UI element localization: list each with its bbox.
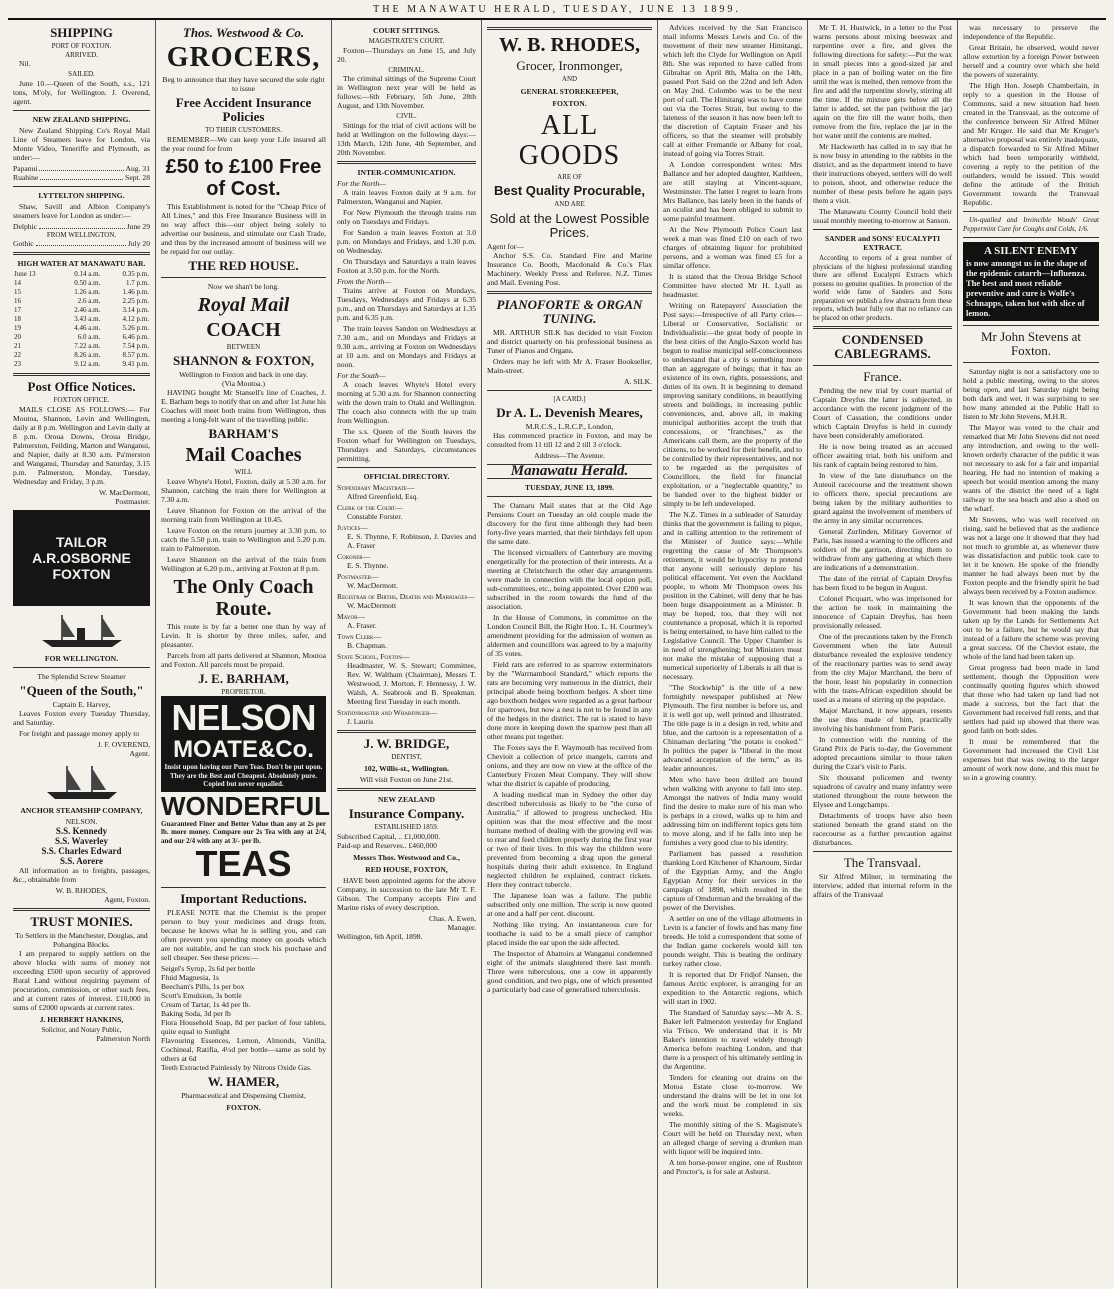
red-house-heading: THE RED HOUSE. [188, 257, 299, 273]
directory-name: W. MacDermott. [347, 580, 398, 590]
coach-time: Leave Foxton on the return journey at 3.30 p.m. to catch the 5.50 p.m. train to Wellington and 5.20 p.m. train to Palmerston. [161, 525, 326, 553]
editorial-paragraph: The Japanese loan was a failure. The public subscribed only one million. The scrip is now quoted at one and a half per cent. discount. [487, 891, 652, 918]
news-paragraph: "The Stockwhip" is the title of a new fortnightly newspaper published at New Plymouth. The first number is before us, and it is well got up, well printed and illustrated. The title page is in a design in red, white and blue, and the cartoon is a representation of a Chinaman declaring "the potato is cooked." In politics the paper is "liberal in the most advanced acceptation of the term," as its leader announces. [663, 683, 802, 773]
directory-name: W. MacDermott [347, 600, 397, 610]
for-wellington: FOR WELLINGTON. [44, 653, 119, 663]
south-item: The s.s. Queen of the South leaves the Foxton wharf for Wellington on Tuesdays, Thursdays and Saturdays, circumstances permitting. [337, 426, 476, 463]
north-item: For New Plymouth the through trains run only on Tuesdays and Fridays. [337, 207, 476, 226]
anchor-agent-title: Agent, Foxton. [104, 894, 150, 904]
france-paragraph: One of the precautions taken by the French Government when the late Auteuil disturbance revealed the explosive tendency of the reactionary parties was to send away from the city Major Marchand, the hero of the hour, least his popularity in connection with the trans-African expedition should be used as a means of stirring up the populace. [813, 632, 952, 704]
column-6 [808, 20, 958, 1288]
news-paragraph: Mr Hackworth has called in to say that he is now busy in attending to the rabbits in the district, and as the department intend to have their instructions obeyed, settlers will do well to poison, shoot, and otherwise reduce the number of these pests before he again pays them a visit. [813, 142, 952, 205]
news-paragraph: Great Britain, he observed, would never allow extortion by a foreign Power between herself and a country over which she held the powers of suzerainty. [963, 43, 1099, 79]
france-paragraph: Major Marchand, it now appears, resents the use thus made of him, practically involving his banishment from Paris. [813, 706, 952, 733]
anchor-ship: S.S. Waverley [54, 835, 109, 846]
france-paragraph: The date of the retrial of Captain Dreyfus has been fixed to be begun in August. [813, 574, 952, 592]
news-paragraph: The monthly sitting of the S. Magistrate's Court will be held on Thursday next, when an alleged charge of serving a drunken man with liquor will be inquired into. [663, 1120, 802, 1156]
sailed-text: June 10.—Queen of the South, s.s., 121 tons, M'oly, for Wellington. J. Overend, agent. [13, 78, 150, 106]
directory-role: Clerk of the Court— [337, 502, 403, 512]
teas-heading: TEAS [195, 843, 292, 884]
foxton-label: FOXTON. [552, 98, 587, 108]
news-paragraph: was necessary to preserve the independence of the Republic. [963, 23, 1099, 41]
news-paragraph: The N.Z. Times in a subleader of Saturday thinks that the government is failing to pique, and in calling attention to the retirement of the Minister of Justice says:—While regretting the cause of Mr Thompson's retirement, it would be hypocrisy to pretend that anyone will seriously deplore his political effacement. Yet even the Auckland people, to whom Mr Thompson owes his position in the Cabinet, will deny that he has been huge disappointment as a Minister. It may be hoped, too, that they will not countenance a proposal, which it is reported is being entertained, to have him called to the Legislative Council. The Upper Chamber is in need of strengthening; but Ministers must not make the mistake of supposing that a numerical superiority of Liberals is all that is necessary. [663, 510, 802, 681]
tide-cell: 7.22 a.m. [74, 342, 101, 350]
ship-row: Papanui Aug. 31 [13, 163, 150, 173]
only-coach-heading: The Only Coach Route. [173, 575, 314, 620]
tide-cell: June 13 [14, 270, 36, 278]
france-paragraph: General Zurlinden, Military Governor of Paris, has issued a warning to the officers and soldiers of the garrison, directing them to withdraw from any gathering at which there are indications of a demonstration. [813, 527, 952, 572]
france-paragraph: In connection with the running of the Grand Prix de Paris to-day, the Government adopted precautions similar to those taken during the Czar's visit to Paris. [813, 735, 952, 771]
proprietor-label: PROPRIETOR. [221, 687, 266, 696]
barham-name: J. E. BARHAM, [198, 670, 289, 686]
reserves: Paid-up and Reserves.. £460,000 [337, 840, 437, 850]
lowest-prices: Sold at the Lowest Possible Prices. [489, 210, 650, 240]
column-5 [658, 20, 808, 1288]
column-3 [332, 20, 482, 1288]
agencies-text: Anchor S.S. Co. Standard Fire and Marine Insurance Co. Booth, Macdonald & Co.'s Flax Machinery. Weekly Press and Referee. N.Z. Times and Mail. Evening Post. [487, 250, 652, 287]
bridge-title: DENTIST, [391, 752, 422, 761]
woods-verse: Un-qualled and Invincible Woods' Great Peppermint Cure for Coughs and Colds, 1/6. [963, 216, 1099, 233]
news-paragraph: Parliament has passed a resolution thanking Lord Kitchener of Khartoum, Sirdar of the Egyptian Army, and the Anglo Egyptian Army for their services in the campaign of 1898, which resulted in the capture of Omdurman and the breaking of the power of the Dervishes. [663, 849, 802, 912]
tide-cell: 16 [14, 297, 21, 305]
captain: Captain E. Harvey, [52, 699, 111, 709]
anchor-title: ANCHOR STEAMSHIP COMPANY, [20, 805, 143, 815]
stevens-paragraph: The Mayor was voted to the chair and remarked that Mr John Stevens did not need any introduction, and owing to the well-known orderly character of the public it was not necessary to ask for a fair and impartial hearing. He had no intention of making a speech but would mention among the many wants of the district the need of a light railway to the sea beach and also a shed on the wharf. [963, 423, 1099, 513]
columns [8, 20, 1106, 1288]
leaves-text: Leaves Foxton every Tuesday Thursday, and Saturday. [13, 708, 150, 727]
ship-row: Delphic June 29 [13, 221, 150, 231]
trust-text: I am prepared to supply settlers on the above blocks with sums of money not exceeding £500 upon security of approved Rural Land without requiring payment of procuration, commission, or other such fees, and at current rates of interest. £10,000 in sums of £2000 upwards at current rates. [13, 948, 150, 1012]
tide-row [13, 297, 150, 306]
ship-icon [37, 610, 127, 650]
tide-cell: 1.7 p.m. [126, 279, 149, 287]
coach-heading: COACH [206, 318, 281, 341]
stevens-paragraph: It must be remembered that the Government had increased the Civil List expenses but that was owing to the larger amount of work now done, and this must be so in a growing country. [963, 737, 1099, 782]
news-paragraph: The Manawatu County Council hold their usual monthly meeting to-morrow at Sanson. [813, 207, 952, 225]
lyttelton-title: LYTTELTON SHIPPING. [38, 190, 125, 200]
bridge-name: J. W. BRIDGE, [363, 735, 450, 751]
sanders-title: SANDER and SONS' EUCALYPTI EXTRACT. [824, 234, 941, 252]
tide-cell: 23 [14, 360, 21, 368]
court-title: COURT SITTINGS. [373, 26, 440, 35]
directory-name: J. Lauris [347, 716, 374, 726]
route-text: This route is by far a better one than by way of Levin. It is shorter by three miles, safer, and pleasanter. [161, 621, 326, 649]
tide-cell: 9.41 p.m. [122, 360, 149, 368]
arrived-label: ARRIVED. [65, 50, 98, 59]
tide-cell: 17 [14, 306, 21, 314]
price-item: Scott's Emulsion, 3s bottle [161, 991, 242, 1000]
from-north-item: The train leaves Sandon on Wednesdays at 7.30 a.m., and on Mondays and Fridays at 9.30 a.m., arriving at Foxton on Wednesdays at 10 a.m. and on Mondays and Fridays at noon. [337, 323, 476, 369]
directory-role: Stationmaster and Wharfinger— [337, 707, 438, 717]
directory-name: E. S. Thynne. [347, 560, 389, 570]
meares-address: Address—The Avenue. [534, 451, 605, 460]
news-paragraph: Advices received by the San Francisco mail informs Messrs Lewis and Co. of the movement of their new steamer Himitangi, which left the Clyde for Wellington on April 8th. She was reported to have called from Gibraltar on April 8th, Malta on the 14th, passed Port Said on the 22nd and left Aden on May 2nd. Colombo was to be the next port of call. The Himitangi was to have come out via the Torres Strait, but owing to the lateness of the season it has now been left to the discretion of Captain Fraser and his officers, so that the steamer will probably call at either Fremantle or Albany for coal, instead of going via Torres Strait. [663, 23, 802, 158]
are-of-label: ARE OF [557, 172, 582, 181]
nelson-value: Guaranteed Finer and Better Value than any at 2s per lb. more money. Compare our 2s Tea with any at 2/4, and our 2/4 with any at 3/- per lb. [161, 819, 326, 845]
anchor-ship: S.S. Charles Edward [41, 845, 122, 856]
price-item: Seigel's Syrup, 2s 6d per bottle [161, 964, 256, 973]
meares-quals: M.R.C.S., L.R.C.P., London, [525, 422, 614, 431]
tailor-line: TAILOR [55, 533, 108, 550]
issue-date: TUESDAY, JUNE 13, 1899. [525, 483, 614, 492]
coach-time: Leave Whyte's Hotel, Foxton, daily at 5.30 a.m. for Shannon, catching the train there for Wellington at 7.30 a.m. [161, 476, 326, 504]
all-goods-heading: ALL GOODS [518, 109, 621, 171]
piano-title: PIANOFORTE & ORGAN TUNING. [496, 296, 643, 326]
tide-cell: 8.57 p.m. [122, 351, 149, 359]
price-item: Flora Household Soap, 8d per packet of four tablets, quite equal to Sunlight [161, 1018, 326, 1036]
tide-cell: 1.26 a.m. [74, 288, 101, 296]
news-paragraph: It is reported that Dr Fridjof Nansen, the famous Arctic explorer, is arranging for an expedition to the Antarctic regions, which will start in 1902. [663, 970, 802, 1006]
north-item: A train leaves Foxton daily at 9 a.m. for Palmerston, Wanganui and Napier. [337, 187, 476, 206]
route-time: Wellington to Foxton and back in one day. [179, 370, 308, 379]
directory-role: Mayor— [337, 611, 366, 621]
barhams-label: BARHAM'S [208, 426, 279, 441]
shipping-title: SHIPPING [50, 25, 113, 40]
amount-heading: £50 to £100 Free of Cost. [165, 155, 322, 200]
news-paragraph: Tenders for cleaning out drains on the Motoa Estate close to-morrow. We understand the drains will be let in one lot and the work must be completed in six weeks. [663, 1073, 802, 1118]
editorial-paragraph: Field rats are referred to as sparrow exterminators by the "Warrnambool Standard," which reports the rats are becoming very numerous in the district, their principal abode being boxthorn hedges. A short time ago boxthorn hedges were regarded as a great harbour for sparrows, but now a nest is not to be found in any of the hedges in the district. The rat is stated to have done more in keeping down the sparrow pest than all other means put together. [487, 660, 652, 741]
tide-cell: 21 [14, 342, 21, 350]
stevens-heading: Mr John Stevens at Foxton. [980, 329, 1082, 358]
to-customers: TO THEIR CUSTOMERS. [205, 126, 282, 134]
trust-title: TRUST MONIES. [30, 913, 133, 929]
directory-title: OFFICIAL DIRECTORY. [363, 471, 450, 481]
postmaster-title: Postmaster. [115, 496, 150, 506]
from-wellington-label: FROM WELLINGTON. [46, 230, 117, 239]
editorial-paragraph: A leading medical man in Sydney the other day described tuberculosis as likely to be "the curse of Australia," if allowed to progress unchecked. His opinion was that the most effective and the most humane method of dealing with the growing evil was to rear and feed children properly during the first year or two of their lives. In this way the children were prevented from becoming a drag upon the general hospitals during their adult existence. In England neglected children he explained, contract rickets. Here they contract tubercle. [487, 790, 652, 889]
moate-heading: MOATE&Co. [173, 736, 314, 763]
tide-row [13, 288, 150, 297]
tailor-line: A.R.OSBORNE [32, 549, 131, 566]
remember-text: REMEMBER—We can keep your Life insured all the year round for from [161, 134, 326, 153]
france-paragraph: Detachments of troops have also been stationed beneath the grand stand on the racecourse as a further precaution against disturbances. [813, 811, 952, 847]
tide-row [13, 306, 150, 315]
south-item: A coach leaves Whyte's Hotel every morning at 5.30 a.m. for Shannon connecting with the down train to Otaki and Wellington. The coach also connects with the up train from Wellington. [337, 379, 476, 425]
silent-enemy-heading: A SILENT ENEMY [984, 245, 1078, 257]
tide-row [13, 342, 150, 351]
directory-name: Headmaster, W. S. Stewart; Committee, Rev. W. Waltham (Chairman), Messrs T. Westwood, J. Morton, F. Hennessy, J. W. Walsh, A. Seabrook and B. Speakman. Meeting first Tuesday in each month. [347, 660, 476, 706]
agency-text: HAVE been appointed agents for the above Company, in succession to the late Mr T. F. Gibson. The Company accepts Fire and Marine risks of every description. [337, 875, 476, 912]
royal-mail: Royal Mail [197, 293, 290, 316]
ship-row: Gothic July 20 [13, 239, 150, 248]
tide-cell: 4.46 a.m. [74, 324, 101, 332]
transvaal-text: Sir Alfred Milner, in terminating the interview, added that internal reform in the affairs of the Transvaal [813, 872, 952, 899]
tide-cell: 7.54 p.m. [122, 342, 149, 350]
tide-cell: 1.46 p.m. [122, 288, 149, 296]
condensed-title: CONDENSED CABLEGRAMS. [834, 332, 931, 361]
news-paragraph: The High Hon. Joseph Chamberlain, in reply to a question in the House of Commons, said a new situation had been created in the Transvaal, as the outcome of the conference between Sir Alfred Milner and Mr Kruger. He said that Mr Kruger's alternative proposal was entirely inadequate, a dispatch forwarded to Sir Alfred Milner which had been temporarily withheld, covering a reply to the petition of the outlanders, would be issued. This would define the attitude of the British Government towards the Transvaal Republic. [963, 81, 1099, 207]
meares-name: Dr A. L. Devenish Meares, [496, 405, 643, 420]
nelson-insist: Insist upon having our Pure Teas. Don't be put upon. They are the Best and Cheapest. Absolutely pure. Copied but never equalled. [164, 763, 323, 788]
column-2 [156, 20, 332, 1288]
nelson-heading: NELSON [171, 697, 316, 738]
coach-time: Leave Shannon on the arrival of the train from Wellington at 6.20 p.m., arriving at Foxton at 8 p.m. [161, 554, 326, 573]
trust-sub: To Settlers in the Manchester, Douglas, and Pohangina Blocks. [15, 930, 148, 949]
north-item: For Sandon a train leaves Foxton at 3.0 p.m. on Mondays and Fridays, and 1.30 p.m. on Wednesday. [337, 227, 476, 255]
france-paragraph: Six thousand policemen and twenty squadrons of cavalry and many infantry were stationed throughout the route between the Elysee and Longchamps. [813, 773, 952, 809]
between-label: BETWEEN [226, 342, 261, 351]
court-text: Foxton—Thursdays on June 15, and July 20. [337, 45, 476, 64]
civil-text: Sittings for the trial of civil actions will be held at Wellington on the following days:—13th March, 12th June, 4th September, and 20th November. [337, 120, 476, 157]
tide-row [13, 351, 150, 360]
wonderful-heading: WONDERFUL [161, 790, 330, 821]
postmaster-name: W. MacDermott, [99, 487, 150, 497]
port-label: PORT OF FOXTON. [51, 42, 112, 50]
tide-cell: 3.14 p.m. [122, 306, 149, 314]
criminal-label: CRIMINAL. [388, 65, 425, 74]
directory-role: State School, Foxton— [337, 651, 410, 661]
france-paragraph: In view of the late disturbance on the Auteuil racecourse and the treatment shown to officers there, special precautions are being taken by the military authorities to guard against the involvement of members of the army in any similar occurrences. [813, 471, 952, 525]
south-title: For the South— [337, 370, 386, 380]
directory-role: Town Clerk— [337, 631, 382, 641]
news-paragraph: Writing on Ratepayers' Association the Post says:—Irrespective of all Party cries—Liberal or Conservative, Socialistic or Individualistic—the great body of people in the best cities of the Anglo-Saxon world has begun to realise municipal self-consciousness to understand that a city is something more than an aggregate of beings; that it has an existence of its own, rights, possessions, and duties of its own. It is beginning to demand improving sanitary conditions, in beautifying streets and buildings, in increasing public conveniences, and, above all, in making municipal authorities accept the truth that concessions, or "franchises," as the Americans call them, are the property of the citizens, to be worked for their benefit, and to be controlled by their representatives, and not to be regarded as the perquisites of Councillors, the field for financial exploitation, or a "neglectable quantity," to be handed over to the highest bidder or simply to be left undeveloped. [663, 301, 802, 508]
sanders-text: According to reports of a great number of physicians of the highest professional standing there are offered Eucalypti Extracts which possess no genuine qualities. In protection of the world wide fame of Sanders and Sons preparation we publish a few abstracts from these reports, which bear fully out that no reliance can be placed on other products. [813, 254, 952, 322]
tide-cell: 6.46 p.m. [122, 333, 149, 341]
inter-title: INTER-COMMUNICATION. [357, 167, 456, 177]
ship-icon [37, 762, 127, 802]
anchor-ship: S.S. Kennedy [55, 825, 108, 836]
tide-row [13, 315, 150, 324]
storekeeper: GENERAL STOREKEEPER, [520, 86, 619, 96]
masthead: THE MANAWATU HERALD, TUESDAY, JUNE 13 1899. [8, 4, 1106, 20]
tide-cell: 18 [14, 315, 21, 323]
coach-will: WILL [234, 468, 253, 476]
agent-title: Agent. [129, 748, 150, 758]
from-north-title: From the North— [337, 276, 392, 286]
transvaal-heading: The Transvaal. [843, 855, 922, 870]
hankins-title: Solicitor, and Notary Public, [41, 1025, 122, 1034]
tide-cell: 2.6 a.m. [77, 297, 101, 305]
scheme-text: This Establishment is noted for the "Cheap Price of All Lines," and this Free Insurance Business will in no way affect this—our object being solely to advertise our business, and stimulate our Cash Trade, and thus by the increased amount of business will we be repaid for our outlay. [161, 201, 326, 256]
reductions-text: PLEASE NOTE that the Chemist is the proper person to buy your medicines and drugs from, because he knows what he is selling you, and can often prevent you spending money on goods which are not suitable, and he can stock his purchase and sell cheaper. See these prices:— [161, 908, 326, 962]
tide-cell: 0.35 p.m. [122, 270, 149, 278]
barham-text: HAVING bought Mr Stansell's line of Coaches, J. E. Barham begs to notify that on and after 1st June his Coaches will meet both trains from Wellington, thus meeting a long-felt want of the travelling public. [161, 388, 326, 424]
tide-cell: 14 [14, 279, 21, 287]
directory-name: Alfred Greenfield, Esq. [347, 491, 419, 501]
ewen-date: Wellington, 6th April, 1898. [337, 931, 423, 941]
anchor-agent: W. B. RHODES, [55, 885, 108, 895]
tide-cell: 8.26 a.m. [74, 351, 101, 359]
stevens-paragraph: Saturday night is not a satisfactory one to hold a public meeting, owing to the stores being open, and last Saturday night being both dark and wet, it was surprising to see how many attended at the Public Hall to listen to Mr John Stevens, M.H.R. [963, 367, 1099, 421]
tide-cell: 2.46 a.m. [74, 306, 101, 314]
tide-cell: 9.12 a.m. [74, 360, 101, 368]
lyttelton-text: Shaw, Savill and Albion Company's steamers leave for London as under:— [13, 201, 150, 220]
grocers-heading: GROCERS, [166, 42, 321, 73]
news-paragraph: A ten horse-power engine, one of Rushton and Proctor's, is for sale at Ashurst. [663, 1158, 802, 1176]
tide-cell: 15 [14, 288, 21, 296]
best-quality: Best Quality Procurable, [494, 183, 645, 198]
tide-table [13, 270, 150, 369]
price-item: Flavouring Essences, Lemon, Almonds, Vanilla, Cochineal, Ratifia, 4½d per bottle—same as sold by others at 6d [161, 1036, 326, 1063]
parcels-text: Parcels from all parts delivered at Shannon, Moutoa and Foxton. All parcels must be prepaid. [161, 650, 326, 669]
hamer-place: FOXTON. [226, 1103, 261, 1112]
established: ESTABLISHED 1859. [374, 823, 439, 831]
nz-shipping-title: NEW ZEALAND SHIPPING. [32, 114, 131, 124]
hamer-title: Pharmaceutical and Dispensing Chemist, [181, 1091, 306, 1100]
capital: Subscribed Capital, .. £1,000,000. [337, 831, 441, 841]
hankins-name: J. HERBERT HANKINS, [39, 1014, 124, 1024]
tide-row [13, 270, 150, 279]
route-heading: SHANNON & FOXTON, [173, 353, 314, 368]
messrs-westwood: Messrs Thos. Westwood and Co., [353, 852, 460, 862]
bridge-address: 102, Willis-st., Wellington. [364, 764, 449, 773]
from-north-item: Trains arrive at Foxton on Mondays, Tuesdays, Wednesdays and Fridays at 6.35 p.m., and on Thursdays and Saturdays at 1.35 p.m. and 6.35 p.m. [337, 285, 476, 322]
price-item: Beecham's Pills, 1s per box [161, 982, 245, 991]
important-heading: Important Reductions. [180, 891, 307, 906]
news-paragraph: A London correspondent writes: Mrs Ballance and her adopted daughter, Kathleen, are still staying at Vincent-square, Westminster. The latter I regret to learn from Mrs Ballance, has lately been in the hands of an oculist and has been obliged to submit to some painful treatment. [663, 160, 802, 223]
policies-heading: Free Accident Insurance Policies [175, 95, 312, 124]
directory-role: Stipendiary Magistrate— [337, 482, 415, 492]
civil-label: CIVIL. [396, 112, 417, 120]
column-1 [8, 20, 156, 1288]
tide-cell: 2.25 p.m. [122, 297, 149, 305]
directory-name: E. S. Thynne, F. Robinson, J. Davies and A. Fraser [347, 531, 476, 550]
tailor-line: FOXTON [52, 565, 111, 582]
post-title: Post Office Notices. [27, 379, 136, 394]
directory-role: Justices— [337, 522, 368, 532]
tailor-ad [13, 510, 150, 606]
silent-enemy-ad [963, 242, 1099, 321]
directory-role: Coroner— [337, 551, 371, 561]
coach-time: Leave Shannon for Foxton on the arrival of the morning train from Wellington at 10.45. [161, 505, 326, 524]
hamer-name: W. HAMER, [207, 1074, 280, 1089]
editorial-paragraph: The Foxes says the F. Waymouth has received from Chevioit a collection of price mangels, carrots and onions, and they are now on view at the office of the Canterbury Frozen Meat Company. They will show what the district is capable of producing. [487, 743, 652, 788]
editorial-paragraph: Nothing like trying. An instantaneous cure for toothache is said to be a small piece of camphor placed inside the ear upon the side affected. [487, 920, 652, 947]
steamer-intro: The Splendid Screw Steamer [37, 671, 126, 681]
ewen-name: Chas. A. Ewen, [428, 913, 476, 923]
magistrate-label: MAGISTRATE'S COURT. [368, 37, 445, 45]
directory-role: Postmaster— [337, 571, 379, 581]
insurance-title: Insurance Company. [348, 806, 465, 821]
france-paragraph: He is now being treated as an accused officer awaiting trial, both his uniform and his rank of captain being restored to him. [813, 442, 952, 469]
westwood-firm: Thos. Westwood & Co. [182, 25, 305, 40]
news-paragraph: A settler on one of the village allotments in Levin is a fancier of fowls and has many fine breeds. He told a correspondent that some of the Indian game cockerels would kill ten pounds weight. This is beating the ordinary turkey rather close. [663, 914, 802, 968]
tide-cell: 22 [14, 351, 21, 359]
news-paragraph: At the New Plymouth Police Court last week a man was fined £10 on each of two charges of obtaining liquor for prohibited persons, and a woman was fined £5 for a similar offence. [663, 225, 802, 270]
directory-list [337, 483, 476, 726]
france-heading: France. [863, 369, 902, 384]
hankins-place: Palmerston North [96, 1034, 150, 1043]
silent-enemy-text: is now amongst us in the shape of the epidemic catarrh—Influenza. The best and most reliable preventive and cure is Wolfe's Schnapps, taken hot with slice of lemon. [966, 258, 1087, 318]
tide-cell: 5.26 p.m. [122, 324, 149, 332]
news-paragraph: Mr T. H. Hustwick, in a letter to the Post warns persons about mixing beeswax and turpentine over a fire, and gives the following directions for safety:—Put the wax in small pieces into a good-sized jar and place in a pan of boiling water on the fire until the wax is melted, then remove from the fire and add the turpentine slowly, stirring all the time. If the mixture gets below all the latter is added, set the pan (without the jar) again on the fire till the water boils, then remove from the fire, replace the jar in the hot water until the contents are melted. [813, 23, 952, 140]
tide-cell: 19 [14, 324, 21, 332]
north-title: For the North— [337, 178, 386, 188]
stevens-paragraph: It was known that the opponents of the Government had been making the lands taken up by the Lands for Settlements Act out to be a failure, but he would say that instead of a failure the scheme was proving a great success. Of the Cheviot estate, the whole of the land had been taken up. [963, 598, 1099, 661]
stevens-paragraph: Great progress had been made in land settlement, though the Opposition were continually quoting figures which showed that those who had taken up land had not made a success, but the fact that the Government had received full rents, and that settlers had paid up showed that there was good faith on both sides. [963, 663, 1099, 735]
red-house-foxton: RED HOUSE, FOXTON, [365, 864, 448, 874]
price-item: Cream of Tartar, 1s 4d per lb. [161, 1000, 251, 1009]
sailed-label: SAILED. [68, 70, 95, 78]
column-7 [958, 20, 1104, 1288]
tide-title: HIGH WATER AT MANAWATU BAR. [17, 259, 146, 268]
agent-name: J. F. OVEREND, [97, 739, 150, 749]
mails-text: MAILS CLOSE AS FOLLOWS:— For Moutoa, Shannon, Levin and Wellington, daily at 8 p.m. Wellington and Levin daily at 8 p.m. Oroua Downs, Oroua Bridge, Palmerston, Feilding, Marton and Wanganui, and Napier, daily at 8.30 a.m. Pa'merston and Wanganui, Thursday and Saturday, 3.15 p.m. Palmerston, Monday, Tuesday, Wednesday and Friday, 3 p.m. [13, 404, 150, 486]
via-text: (Via Moutoa.) [222, 379, 265, 388]
anchor-ship: S.S. Aorere [60, 855, 103, 866]
announce-text: Beg to announce that they have secured the sole right to issue [162, 75, 325, 93]
and-label: AND [561, 75, 578, 83]
now-long: Now we shan't be long. [207, 281, 280, 291]
editorial-paragraph: In the House of Commons, in committee on the London Council Bill, the Right Hon. L. H. Courtney's amendment providing for the admission of women as aldermen and councillors was agreed to by a majority of 35 votes. [487, 613, 652, 658]
tide-cell: 6.0 a.m. [77, 333, 101, 341]
tide-cell: 20 [14, 333, 21, 341]
news-paragraph: Men who have been drilled are bound when walking with anyone to fall into step. Amongst the natives of India many would find the desire to make sure of his man who is perhaps in a crowd, walks up to him and addressing him on indifferent topics gets him to move along, and if he falls into step he furnishes a very good clue to his identity. [663, 775, 802, 847]
post-office: FOXTON OFFICE. [53, 396, 110, 404]
bridge-visit: Will visit Foxton on June 21st. [359, 775, 454, 784]
anchor-text: All information as to freights, passages, &c., obtainable from [13, 865, 150, 884]
tide-cell: 4.12 p.m. [122, 315, 149, 323]
and-are-label: AND ARE [554, 200, 585, 208]
price-item: Fluid Magnesia, 1s [161, 973, 220, 982]
directory-name: B. Chapman. [347, 640, 387, 650]
column-4 [482, 20, 658, 1288]
news-paragraph: The Standard of Saturday says:—Mr A. S. Baker left Palmerston yesterday for England via 'Frisco. We understand that it is Mr Baker's intention to travel widely through America before reaching London, and that there is a prospect of his ultimately settling in the Argentine. [663, 1008, 802, 1071]
editorial-paragraph: The Inspector of Abattoirs at Wanganui condemned eight of the animals slaughtered there last month. Three were tuberculous, one a cow in apparently good condition, and two pigs, one of which presented a particularly bad case of generalised tuberculosis. [487, 949, 652, 994]
ship-row: Ruahine Sept. 28 [13, 172, 150, 182]
tide-row [13, 360, 150, 369]
tide-row [13, 324, 150, 333]
north-item: On Thursdays and Saturdays a train leaves Foxton at 3.50 p.m. for the North. [337, 256, 476, 275]
rhodes-heading: W. B. RHODES, [499, 34, 640, 56]
mail-coaches-heading: Mail Coaches [185, 444, 302, 466]
directory-name: Constable Forster. [347, 511, 403, 521]
ewen-title: Manager. [447, 922, 476, 932]
france-paragraph: Colonel Picquart, who was imprisoned for the action he took in maintaining the innocence of Captain Dreyfus, has been provisionally released. [813, 594, 952, 630]
nelson-moate-ad [161, 696, 326, 792]
stevens-paragraph: Mr Stevens, who was well received on rising, said he believed that as the audience was not a large one it showed that they had not much to grumble at, as whenever there was dissatisfaction and public took care to let it be known. He spoke of the friendly manner he had always been met by the Foxton people and the friendly spirit he had always been received by a Foxton audience. [963, 515, 1099, 596]
rhodes-trade: Grocer, Ironmonger, [516, 58, 623, 73]
tide-cell: 0.50 a.m. [74, 279, 101, 287]
paper-title: Manawatu Herald. [487, 464, 652, 479]
agent-for: Agent for— [487, 241, 524, 251]
directory-role: Registrar of Births, Deaths and Marriages— [337, 591, 475, 601]
arrived-text: Nil. [19, 59, 31, 68]
tide-row [13, 333, 150, 342]
editorial-paragraph: The Oamaru Mail states that at the Old Age Pensions Court on Tuesday an old couple made the discovery for the first time although they had been forty-five years married, that their birthdays fell upon the same date. [487, 501, 652, 546]
steamer-name: "Queen of the South," [19, 682, 144, 698]
price-item: Teeth Extracted Painlessly by Nitrous Oxide Gas. [161, 1063, 312, 1072]
freight-text: For freight and passage money apply to [19, 728, 140, 738]
piano-orders: Orders may be left with Mr A. Fraser Bookseller, Main-street. [487, 356, 652, 375]
price-item: Baking Soda, 3d per lb [161, 1009, 231, 1018]
piano-text: MR. ARTHUR SILK has decided to visit Foxton and district quarterly on his professional business as Tuner of Pianos and Organs. [487, 327, 652, 355]
france-paragraph: Pending the new trial by court martial of Captain Dreyfus the latter is subjected, in accordance with the recent judgment of the Court of Cassation, the conditions under which Captain Dreyfus is held in custody have been considerably ameliorated. [813, 386, 952, 440]
card-label: [A CARD.] [553, 394, 586, 403]
tide-row [13, 279, 150, 288]
nz-shipping-text: New Zealand Shipping Co's Royal Mail Line of Steamers leave for London, via Monte Video, Teneriffe and Plymouth, as under:— [13, 125, 150, 162]
directory-name: A. Fraser. [347, 620, 377, 630]
news-paragraph: It is stated that the Oroua Bridge School Committee have elected Mr H. Lyall as headmaster. [663, 272, 802, 299]
nz-title: NEW ZEALAND [377, 795, 436, 804]
criminal-text: The criminal sittings of the Supreme Court in Wellington next year will be held as follows:—6th February, 5th June, 28th August, and 13th November. [337, 74, 476, 110]
editorial-paragraph: The licensed victuallers of Canterbury are moving energetically for the protection of their interests. At a meeting at Christchurch the other day arrangements were made in connection with the local option poll, sub-committees, etc., being appointed. Over £200 was subscribed in the room towards the fund of the association. [487, 548, 652, 611]
tide-cell: 3.43 a.m. [74, 315, 101, 323]
tide-cell: 0.14 a.m. [74, 270, 101, 278]
silk-signature: A. SILK. [623, 376, 652, 386]
anchor-nelson: NELSON. [65, 816, 98, 826]
meares-text: Has commenced practice in Foxton, and may be consulted from 11 till 12 and 2 till 3 o'clock. [487, 431, 652, 449]
